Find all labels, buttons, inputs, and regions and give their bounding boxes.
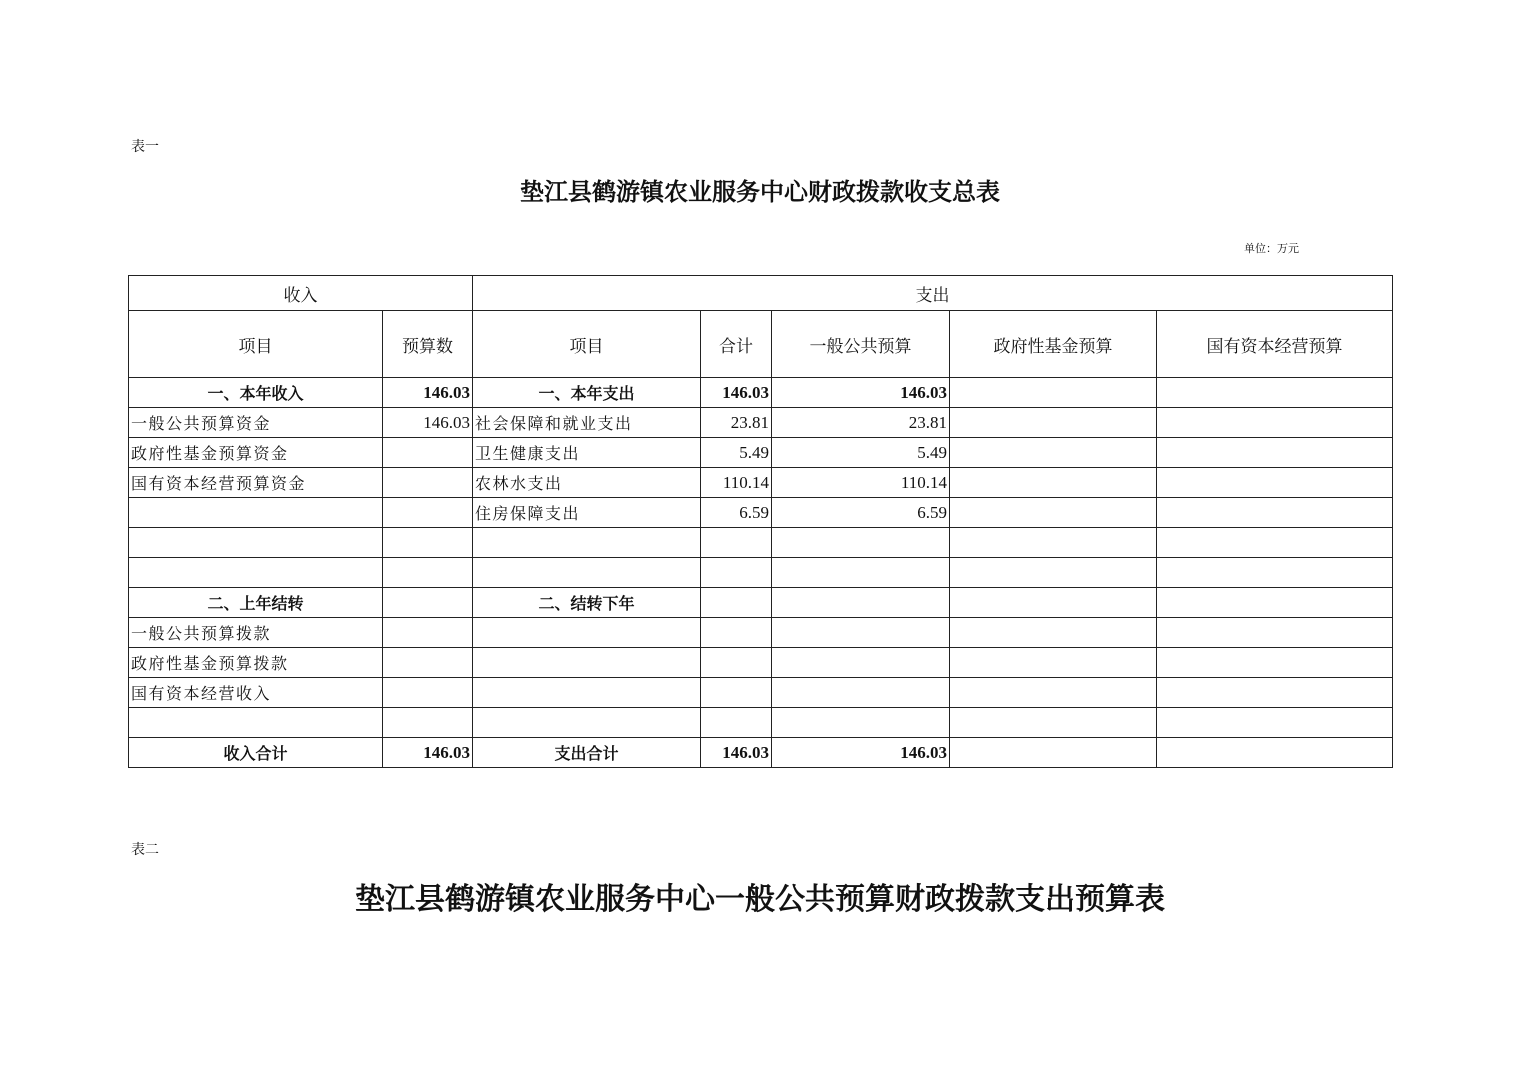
total-header: 合计	[701, 311, 772, 378]
budget-amount-header: 预算数	[383, 311, 473, 378]
expense-item	[473, 648, 701, 678]
income-amount: 146.03	[383, 408, 473, 438]
expense-item	[473, 678, 701, 708]
state-capital-amount	[1157, 408, 1393, 438]
table-row	[129, 438, 1393, 468]
table-row	[129, 528, 1393, 558]
expense-item: 一、本年支出	[473, 378, 701, 408]
general-public-amount	[772, 678, 950, 708]
gov-fund-amount	[950, 588, 1157, 618]
general-public-amount	[772, 588, 950, 618]
table-row	[129, 678, 1393, 708]
expense-total-label: 支出合计	[473, 738, 701, 768]
gov-fund-amount	[950, 648, 1157, 678]
income-item	[129, 528, 383, 558]
income-item: 政府性基金预算拨款	[129, 648, 383, 678]
expense-item	[473, 528, 701, 558]
general-public-amount: 5.49	[772, 438, 950, 468]
expense-item: 农林水支出	[473, 468, 701, 498]
expense-total: 146.03	[701, 378, 772, 408]
state-capital-header: 国有资本经营预算	[1157, 311, 1393, 378]
expense-total	[701, 588, 772, 618]
table2-title: 垫江县鹤游镇农业服务中心一般公共预算财政拨款支出预算表	[355, 882, 1165, 917]
expense-item	[473, 558, 701, 588]
state-capital-amount	[1157, 528, 1393, 558]
expense-item	[473, 618, 701, 648]
income-amount	[383, 618, 473, 648]
gov-fund-amount	[950, 528, 1157, 558]
income-amount	[383, 648, 473, 678]
general-public-amount	[772, 648, 950, 678]
expense-item: 卫生健康支出	[473, 438, 701, 468]
income-item: 国有资本经营预算资金	[129, 468, 383, 498]
income-item	[129, 558, 383, 588]
gov-fund-amount	[950, 708, 1157, 738]
table-row	[129, 408, 1393, 438]
expense-total	[701, 678, 772, 708]
expense-total	[701, 618, 772, 648]
general-public-amount	[772, 618, 950, 648]
state-capital-amount	[1157, 708, 1393, 738]
income-item	[129, 498, 383, 528]
table-row	[129, 618, 1393, 648]
income-item: 一般公共预算拨款	[129, 618, 383, 648]
table-row	[129, 468, 1393, 498]
income-item: 一、本年收入	[129, 378, 383, 408]
income-item: 一般公共预算资金	[129, 408, 383, 438]
income-amount	[383, 468, 473, 498]
table-row	[129, 558, 1393, 588]
revenue-expenditure-table	[128, 275, 1393, 768]
expense-item: 社会保障和就业支出	[473, 408, 701, 438]
expense-total: 23.81	[701, 408, 772, 438]
table1-title: 垫江县鹤游镇农业服务中心财政拨款收支总表	[520, 177, 1000, 206]
expense-header: 支出	[473, 276, 1393, 311]
expense-item	[473, 708, 701, 738]
expense-total	[701, 648, 772, 678]
header-row-2	[129, 311, 1393, 378]
gov-fund-amount	[950, 468, 1157, 498]
expense-total: 146.03	[701, 738, 772, 768]
unit-label: 单位：万元	[1244, 242, 1299, 255]
income-item-header: 项目	[129, 311, 383, 378]
state-capital-amount	[1157, 678, 1393, 708]
expense-total: 110.14	[701, 468, 772, 498]
totals-row	[129, 738, 1393, 768]
table-row	[129, 498, 1393, 528]
income-amount	[383, 498, 473, 528]
general-public-amount: 146.03	[772, 738, 950, 768]
expense-item: 住房保障支出	[473, 498, 701, 528]
income-total-amount: 146.03	[383, 738, 473, 768]
expense-total: 5.49	[701, 438, 772, 468]
income-amount	[383, 558, 473, 588]
state-capital-amount	[1157, 558, 1393, 588]
state-capital-amount	[1157, 378, 1393, 408]
income-item	[129, 708, 383, 738]
gov-fund-amount	[950, 678, 1157, 708]
expense-item: 二、结转下年	[473, 588, 701, 618]
gov-fund-amount	[950, 618, 1157, 648]
income-total-label: 收入合计	[129, 738, 383, 768]
general-public-header: 一般公共预算	[772, 311, 950, 378]
state-capital-amount	[1157, 438, 1393, 468]
general-public-amount: 110.14	[772, 468, 950, 498]
gov-fund-amount	[950, 378, 1157, 408]
general-public-amount	[772, 528, 950, 558]
expense-total	[701, 708, 772, 738]
general-public-amount: 6.59	[772, 498, 950, 528]
state-capital-amount	[1157, 738, 1393, 768]
gov-fund-amount	[950, 438, 1157, 468]
state-capital-amount	[1157, 498, 1393, 528]
table-row	[129, 708, 1393, 738]
table-row	[129, 648, 1393, 678]
gov-fund-amount	[950, 558, 1157, 588]
gov-fund-amount	[950, 498, 1157, 528]
expense-item-header: 项目	[473, 311, 701, 378]
general-public-amount: 146.03	[772, 378, 950, 408]
income-item: 政府性基金预算资金	[129, 438, 383, 468]
state-capital-amount	[1157, 588, 1393, 618]
income-amount: 146.03	[383, 378, 473, 408]
expense-total	[701, 528, 772, 558]
table-row	[129, 378, 1393, 408]
income-amount	[383, 678, 473, 708]
table2-label: 表二	[131, 842, 159, 858]
general-public-amount	[772, 708, 950, 738]
table1-label: 表一	[131, 139, 159, 155]
table-row	[129, 588, 1393, 618]
expense-total	[701, 558, 772, 588]
state-capital-amount	[1157, 618, 1393, 648]
income-item: 国有资本经营收入	[129, 678, 383, 708]
income-amount	[383, 438, 473, 468]
expense-total: 6.59	[701, 498, 772, 528]
gov-fund-header: 政府性基金预算	[950, 311, 1157, 378]
general-public-amount	[772, 558, 950, 588]
income-amount	[383, 588, 473, 618]
state-capital-amount	[1157, 648, 1393, 678]
header-row-1	[129, 276, 1393, 311]
income-item: 二、上年结转	[129, 588, 383, 618]
income-header: 收入	[129, 276, 473, 311]
income-amount	[383, 708, 473, 738]
income-amount	[383, 528, 473, 558]
gov-fund-amount	[950, 738, 1157, 768]
general-public-amount: 23.81	[772, 408, 950, 438]
gov-fund-amount	[950, 408, 1157, 438]
state-capital-amount	[1157, 468, 1393, 498]
